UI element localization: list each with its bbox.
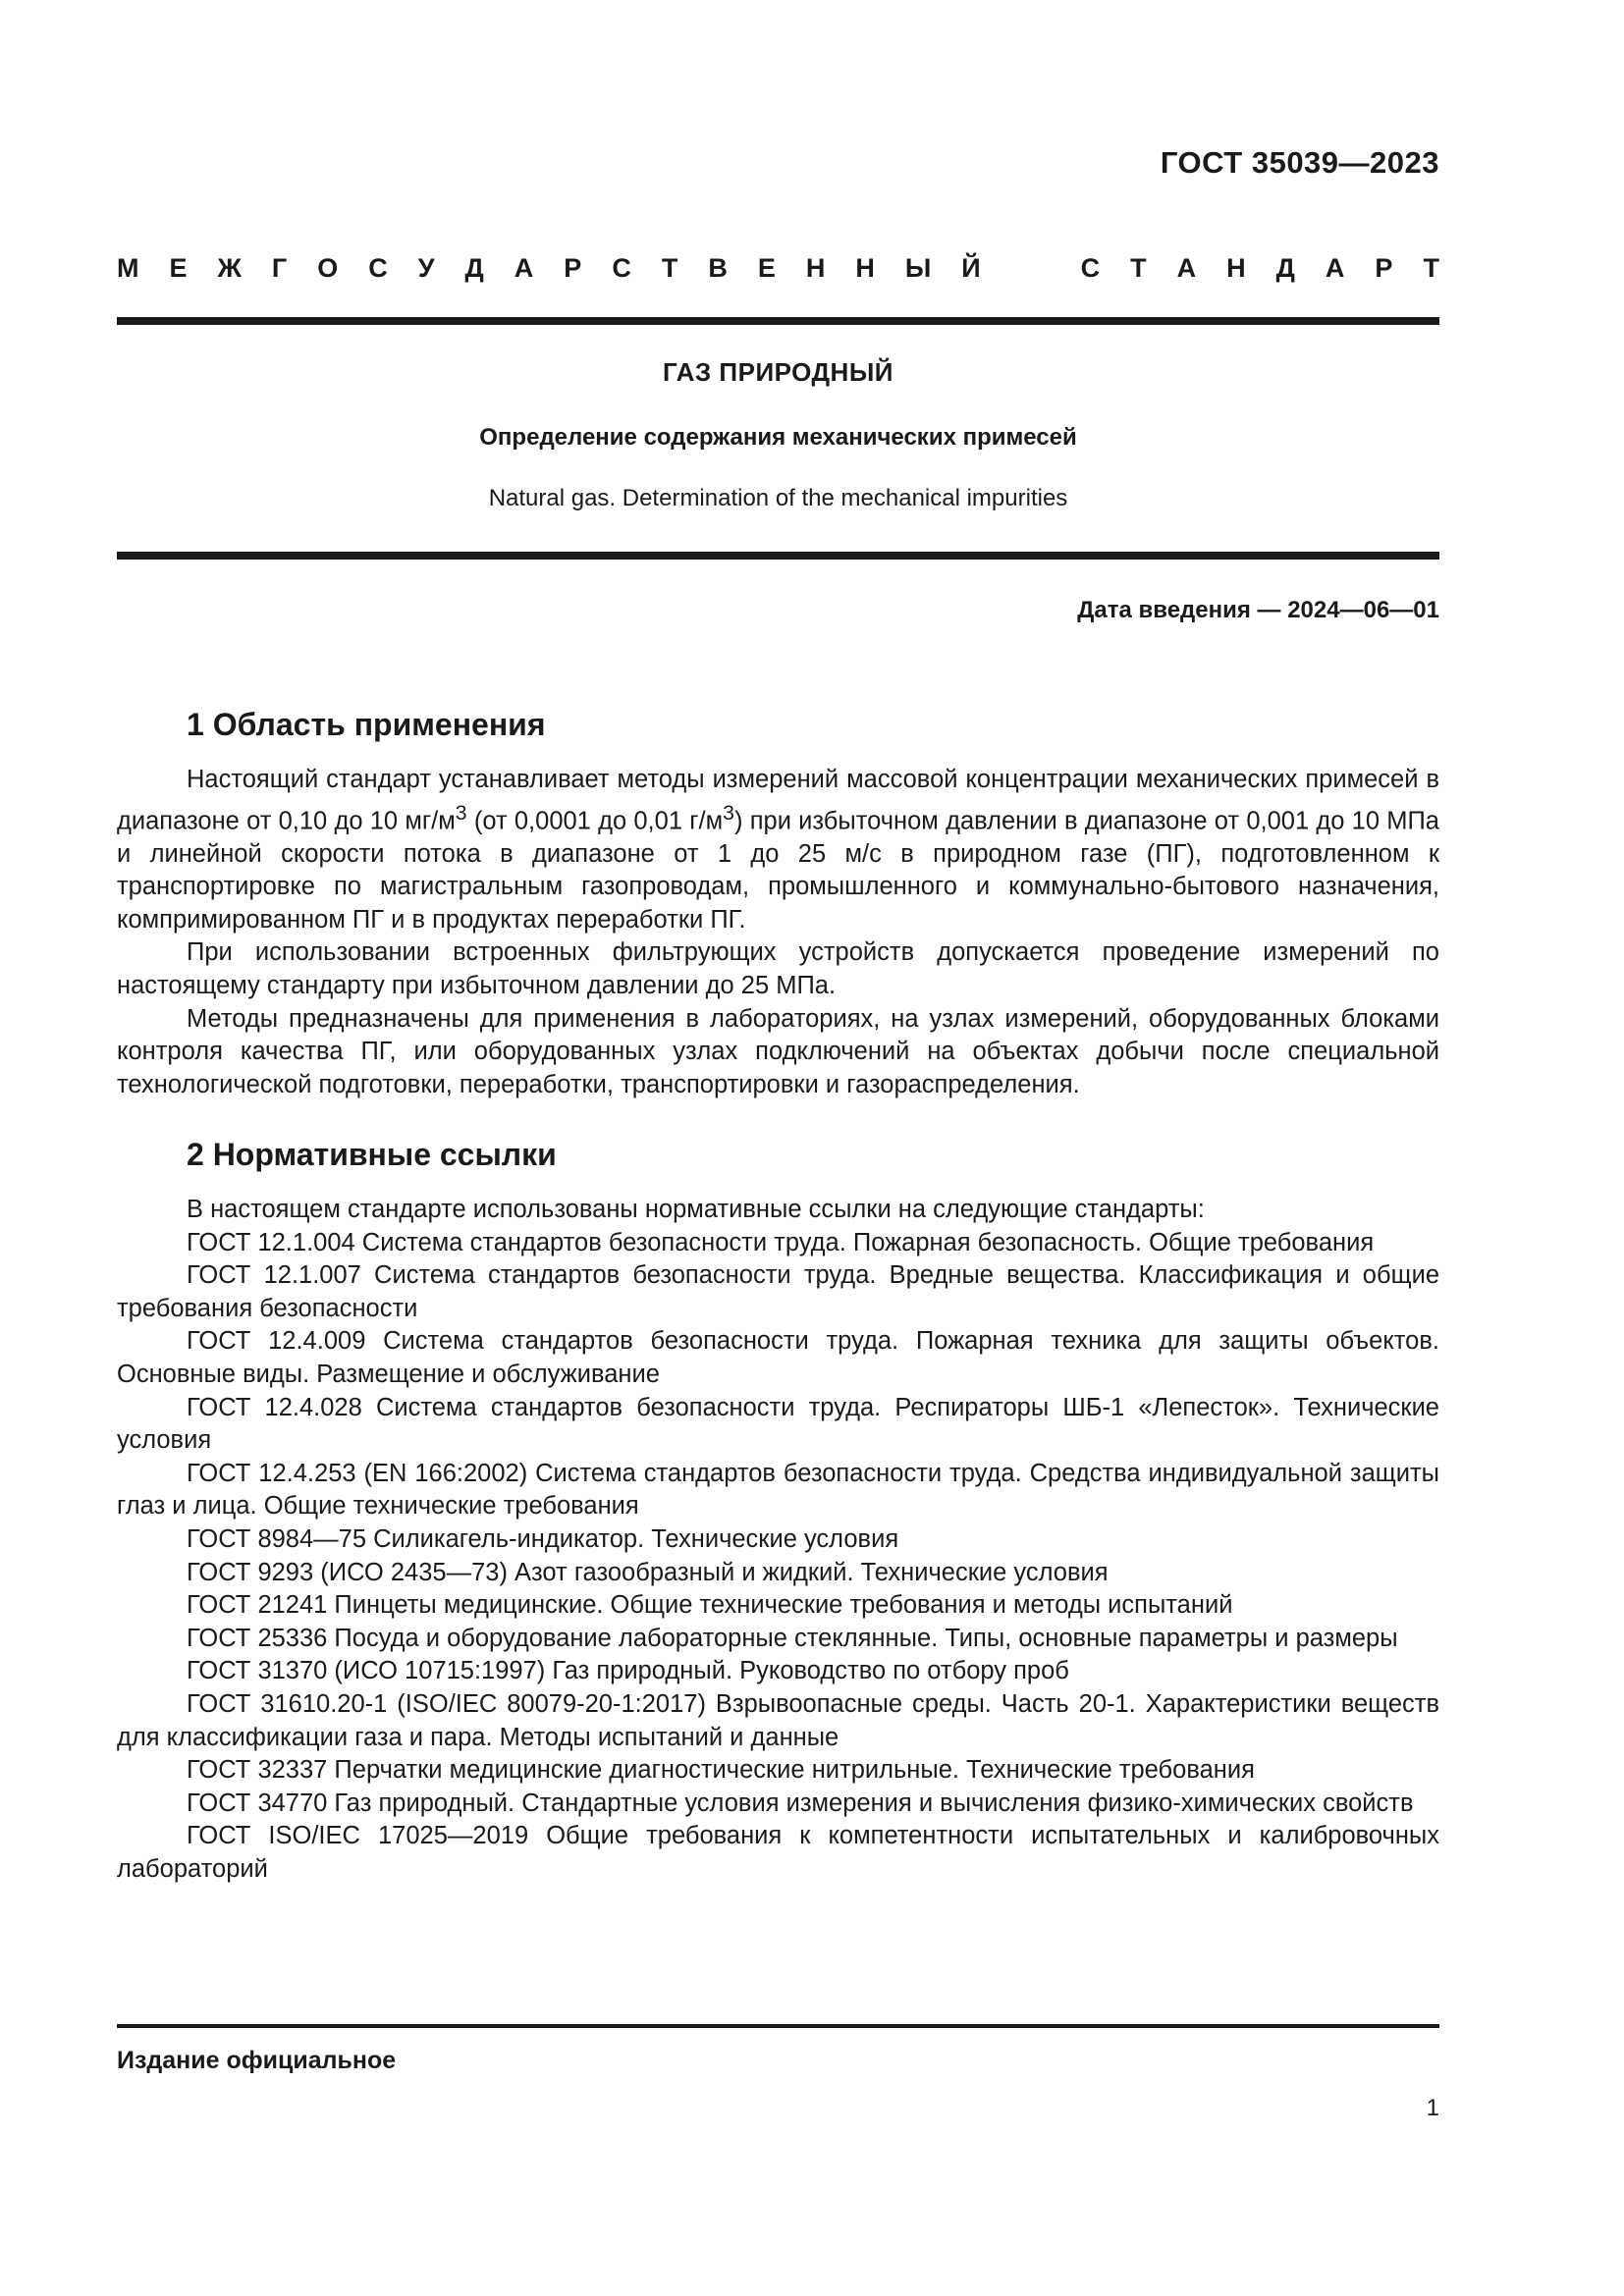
reference-item: ГОСТ 12.4.009 Система стандартов безопасности труда. Пожарная техника для защиты объектов. Основные виды. Размещение и обслуживание [117, 1327, 1439, 1388]
reference-item: ГОСТ 31610.20-1 (ISO/IEC 80079-20-1:2017) Взрывоопасные среды. Часть 20-1. Характеристики веществ для классификации газа и пара. Методы испытаний и данные [117, 1689, 1439, 1751]
reference-item: ГОСТ 34770 Газ природный. Стандартные условия измерения и вычисления физико-химических свойств [187, 1789, 1414, 1817]
category-letter: Н [855, 253, 875, 283]
category-letter: Д [1275, 253, 1295, 283]
reference-item: ГОСТ 32337 Перчатки медицинские диагностические нитрильные. Технические требования [187, 1756, 1255, 1785]
category-letter: А [1176, 253, 1197, 283]
category-letter: Т [1130, 253, 1147, 283]
category-letter: М [117, 253, 139, 283]
paragraph [117, 764, 1439, 936]
reference-item: ГОСТ 12.4.253 (EN 166:2002) Система стандартов безопасности труда. Средства индивидуальной защиты глаз и лица. Общие технические требования [117, 1459, 1439, 1521]
reference-item: ГОСТ 12.4.028 Система стандартов безопасности труда. Респираторы ШБ-1 «Лепесток». Технические условия [117, 1393, 1439, 1455]
reference-item: ГОСТ 25336 Посуда и оборудование лабораторные стеклянные. Типы, основные параметры и размеры [187, 1624, 1398, 1652]
reference-item: ГОСТ 8984—75 Силикагель-индикатор. Технические условия [187, 1524, 899, 1553]
english-title: Natural gas. Determination of the mechanical impurities [488, 485, 1068, 511]
category-letter: В [708, 253, 728, 283]
paragraph: Методы предназначены для применения в лабораториях, на узлах измерений, оборудованных блоками контроля качества ПГ, или оборудованных узлах подключений на объектах добычи после специальной технологической подготовки, переработки, транспортировки и газораспределения. [117, 1004, 1439, 1098]
top-divider [117, 317, 1439, 325]
official-edition-label: Издание официальное [117, 2047, 397, 2074]
text-run: ) при избыточном давлении в диапазоне от 0,001 до 10 МПа и линейной скорости потока в диапазоне от 1 до 25 м/с в природном газе (ПГ), подготовленном к транспортировке по магистральным газопроводам, промышленного и коммунально-бытового назначения, компримированном ПГ и в продуктах переработки ПГ. [117, 807, 1439, 934]
category-letter: Н [1226, 253, 1246, 283]
paragraph: В настоящем стандарте использованы нормативные ссылки на следующие стандарты: [187, 1196, 1205, 1223]
category-letter: Д [464, 253, 484, 283]
document-code: ГОСТ 35039—2023 [1160, 145, 1439, 180]
footer-divider [117, 2024, 1439, 2028]
standard-category [117, 253, 1439, 284]
category-letter: С [368, 253, 388, 283]
category-letter: Н [805, 253, 826, 283]
document-title: ГАЗ ПРИРОДНЫЙ [663, 357, 893, 387]
reference-item: ГОСТ 12.1.004 Система стандартов безопасности труда. Пожарная безопасность. Общие требования [187, 1228, 1375, 1256]
category-letter: Ж [217, 253, 242, 283]
category-letter: Г [271, 253, 288, 283]
category-letter: У [417, 253, 435, 283]
category-letter: Е [169, 253, 188, 283]
reference-item: ГОСТ ISO/IEC 17025—2019 Общие требования к компетентности испытательных и калибровочных лабораторий [117, 1822, 1439, 1883]
category-letter: Е [757, 253, 776, 283]
reference-item: ГОСТ 31370 (ИСО 10715:1997) Газ природный. Руководство по отбору проб [187, 1657, 1069, 1685]
introduction-date: Дата введения — 2024—06—01 [1077, 597, 1439, 623]
category-letter: С [1080, 253, 1101, 283]
text-run: Настоящий стандарт устанавливает методы измерений массовой концентрации механических примесей в диапазоне от 0,10 до 10 мг/м [117, 766, 1439, 835]
category-letter: А [514, 253, 534, 283]
reference-item: ГОСТ 12.1.007 Система стандартов безопасности труда. Вредные вещества. Классификация и общие требования безопасности [117, 1261, 1439, 1322]
superscript: 3 [455, 800, 467, 825]
category-letter: А [1325, 253, 1345, 283]
page-number: 1 [1426, 2095, 1439, 2121]
text-run: (от 0,0001 до 0,01 г/м [466, 807, 724, 835]
section-1-heading: 1 Область применения [187, 707, 546, 742]
section-1-body [117, 764, 1439, 1101]
superscript: 3 [723, 800, 734, 825]
category-letter: С [612, 253, 631, 283]
reference-item: ГОСТ 9293 (ИСО 2435—73) Азот газообразный и жидкий. Технические условия [187, 1558, 1109, 1586]
category-letter: Т [661, 253, 678, 283]
paragraph: При использовании встроенных фильтрующих устройств допускается проведение измерений по настоящему стандарту при избыточном давлении до 25 МПа. [117, 938, 1439, 1000]
section-2-body [117, 1194, 1439, 1886]
category-letter: Й [961, 253, 981, 283]
category-letter: Р [564, 253, 582, 283]
title-divider [117, 552, 1439, 560]
category-letter: Т [1423, 253, 1439, 283]
section-2-heading: 2 Нормативные ссылки [187, 1137, 557, 1172]
document-subtitle: Определение содержания механических примесей [479, 424, 1077, 451]
category-letter: Р [1375, 253, 1393, 283]
category-letter: О [317, 253, 339, 283]
reference-item: ГОСТ 21241 Пинцеты медицинские. Общие технические требования и методы испытаний [187, 1591, 1233, 1620]
category-letter: Ы [904, 253, 932, 283]
